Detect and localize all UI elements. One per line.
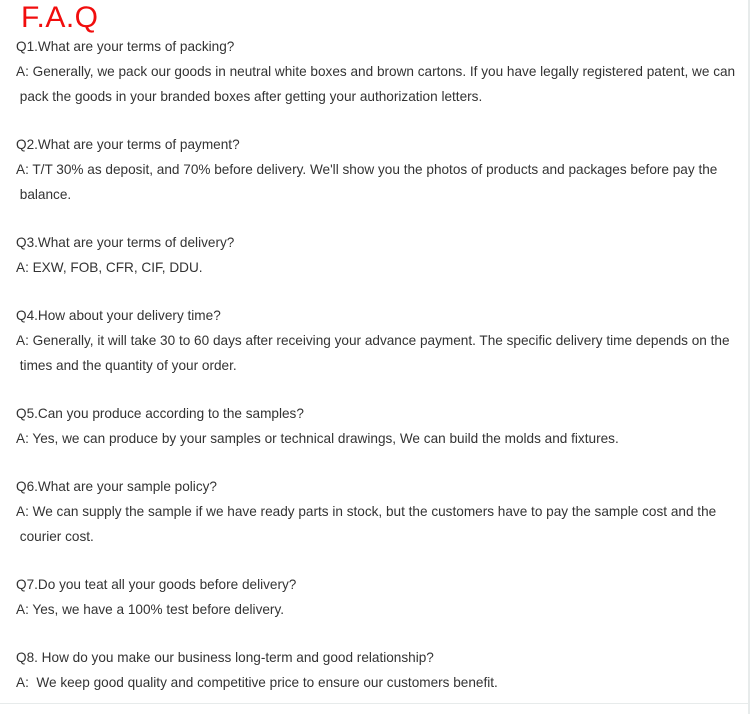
faq-answer-line: A: We can supply the sample if we have ready parts in stock, but the customers have to pay the sample cost and the (16, 504, 717, 519)
faq-answer-line: times and the quantity of your order. (16, 358, 237, 373)
faq-answer-line: pack the goods in your branded boxes after getting your authorization letters. (16, 89, 483, 104)
faq-answer-line: A: Yes, we can produce by your samples or technical drawings, We can build the molds and fixtures. (16, 431, 619, 446)
faq-question: Q8. How do you make our business long-term and good relationship? (16, 650, 434, 665)
faq-answer-line: A: We keep good quality and competitive price to ensure our customers benefit. (16, 675, 498, 690)
faq-item (16, 474, 750, 549)
faq-question: Q4.How about your delivery time? (16, 308, 221, 323)
faq-answer-line: A: EXW, FOB, CFR, CIF, DDU. (16, 260, 203, 275)
faq-item (16, 401, 750, 451)
faq-item (16, 34, 750, 109)
faq-question: Q5.Can you produce according to the samples? (16, 406, 304, 421)
faq-question: Q3.What are your terms of delivery? (16, 235, 235, 250)
faq-item (16, 572, 750, 622)
faq-answer-line: A: T/T 30% as deposit, and 70% before delivery. We'll show you the photos of products and packages before pay the (16, 162, 718, 177)
faq-answer-line: A: Generally, it will take 30 to 60 days after receiving your advance payment. The specific delivery time depends on the (16, 333, 730, 348)
faq-answer-line: A: Generally, we pack our goods in neutral white boxes and brown cartons. If you have legally registered patent, we can (16, 64, 736, 79)
page-title: F.A.Q (21, 1, 99, 34)
faq-answer-line: A: Yes, we have a 100% test before delivery. (16, 602, 285, 617)
faq-item (16, 303, 750, 378)
faq-list (16, 34, 750, 695)
faq-question: Q2.What are your terms of payment? (16, 137, 240, 152)
faq-answer-line: balance. (16, 187, 72, 202)
faq-question: Q7.Do you teat all your goods before delivery? (16, 577, 297, 592)
faq-answer-line: courier cost. (16, 529, 94, 544)
faq-item (16, 230, 750, 280)
faq-item (16, 132, 750, 207)
bottom-border-line (0, 703, 750, 704)
faq-item (16, 645, 750, 695)
faq-question: Q1.What are your terms of packing? (16, 39, 235, 54)
faq-question: Q6.What are your sample policy? (16, 479, 217, 494)
